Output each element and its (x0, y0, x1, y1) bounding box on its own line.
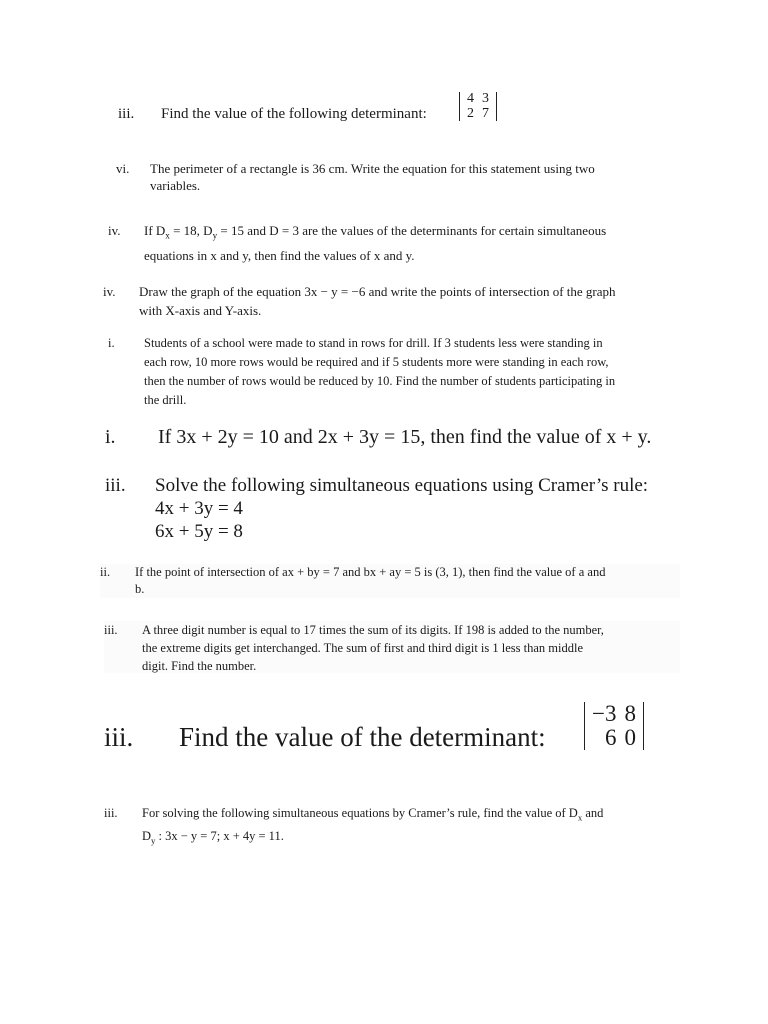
text-fragment: = 15 and D = 3 are the values of the determinants for certain simultaneous (217, 223, 607, 238)
matrix-cell: 8 (624, 701, 636, 726)
question-text-line: equations in x and y, then find the values of x and y. (144, 247, 415, 263)
question-text-line: If 3x + 2y = 10 and 2x + 3y = 15, then find the value of x + y. (158, 426, 652, 448)
question-6 (105, 424, 685, 452)
matrix-cell: 0 (624, 725, 636, 751)
question-8 (100, 564, 680, 598)
question-text-line: A three digit number is equal to 17 times the sum of its digits. If 198 is added to the number, (142, 623, 604, 637)
text-fragment: D (142, 828, 152, 843)
subscript: x (577, 812, 583, 823)
question-number: iv. (108, 223, 121, 238)
question-number: iv. (103, 284, 116, 299)
question-text (144, 334, 678, 410)
question-text (150, 160, 675, 194)
question-text-line: with X-axis and Y-axis. (139, 303, 262, 318)
question-text-line: Draw the graph of the equation 3x − y = −6 and write the points of intersection of the graph (139, 284, 616, 299)
subscript: x (165, 230, 170, 241)
question-text-line: Students of a school were made to stand in rows for drill. If 3 students less were standing in (144, 336, 603, 350)
question-number: iii. (118, 106, 135, 122)
question-text (155, 474, 685, 543)
question-number: ii. (100, 565, 111, 579)
question-text-line: digit. Find the number. (142, 659, 257, 673)
question-text (179, 722, 546, 753)
question-number: iii. (104, 806, 118, 820)
question-text (135, 564, 680, 598)
question-text-line: The perimeter of a rectangle is 36 cm. Write the equation for this statement using two (150, 161, 595, 176)
question-text (139, 282, 677, 320)
question-text-line (142, 827, 680, 850)
subscript: y (212, 230, 218, 241)
text-fragment: and (582, 806, 604, 820)
question-text-line: If the point of intersection of ax + by = 7 and bx + ay = 5 is (3, 1), then find the value of a and (135, 565, 606, 579)
text-fragment: = 18, D (169, 223, 213, 238)
question-2 (116, 160, 676, 196)
matrix-cell: 4 (467, 91, 474, 106)
question-5 (108, 334, 678, 410)
question-number: iii. (105, 475, 126, 496)
question-text (142, 621, 680, 675)
text-fragment: If D (144, 223, 166, 238)
question-7 (105, 474, 685, 544)
question-text (161, 106, 427, 123)
determinant-matrix (459, 92, 497, 121)
question-text-line: Find the value of the determinant: (179, 722, 546, 752)
question-text (158, 424, 685, 450)
determinant-matrix (584, 702, 644, 750)
question-text (142, 804, 680, 849)
question-text-line: Find the value of the following determinant: (161, 106, 427, 122)
question-text-line: each row, 10 more rows would be required and if 5 students more were standing in each row, (144, 355, 609, 369)
question-text-line: then the number of rows would be reduced by 10. Find the number of students participating in (144, 374, 616, 388)
question-number: i. (108, 336, 115, 350)
question-11 (104, 804, 680, 845)
question-text-line: the extreme digits get interchanged. The sum of first and third digit is 1 less than middle (142, 641, 583, 655)
question-number: vi. (116, 161, 130, 176)
matrix-cell: 6 (604, 725, 617, 751)
question-3 (108, 221, 678, 263)
matrix-cell: 7 (482, 105, 489, 121)
question-9 (104, 621, 680, 673)
matrix-cell: 2 (467, 105, 474, 121)
question-1 (118, 92, 538, 138)
question-number: i. (105, 426, 116, 448)
question-10 (104, 700, 684, 780)
question-text-line: Solve the following simultaneous equations using Cramer’s rule: (155, 475, 649, 496)
question-text-line: b. (135, 582, 145, 596)
question-4 (103, 282, 678, 320)
question-text (144, 221, 678, 265)
question-text-line (144, 221, 678, 246)
question-text-line: the drill. (144, 393, 187, 407)
question-text-line: variables. (150, 178, 201, 193)
text-fragment: : 3x − y = 7; x + 4y = 11. (155, 828, 284, 843)
question-number: iii. (104, 623, 118, 637)
matrix-cell: −3 (592, 701, 617, 726)
question-text-line (142, 804, 680, 827)
matrix-cell: 3 (482, 91, 489, 106)
question-number: iii. (104, 722, 134, 752)
equation-line: 6x + 5y = 8 (155, 521, 243, 542)
text-fragment: For solving the following simultaneous equations by Cramer’s rule, find the value of D (142, 806, 578, 820)
subscript: y (151, 835, 156, 845)
equation-line: 4x + 3y = 4 (155, 498, 243, 519)
